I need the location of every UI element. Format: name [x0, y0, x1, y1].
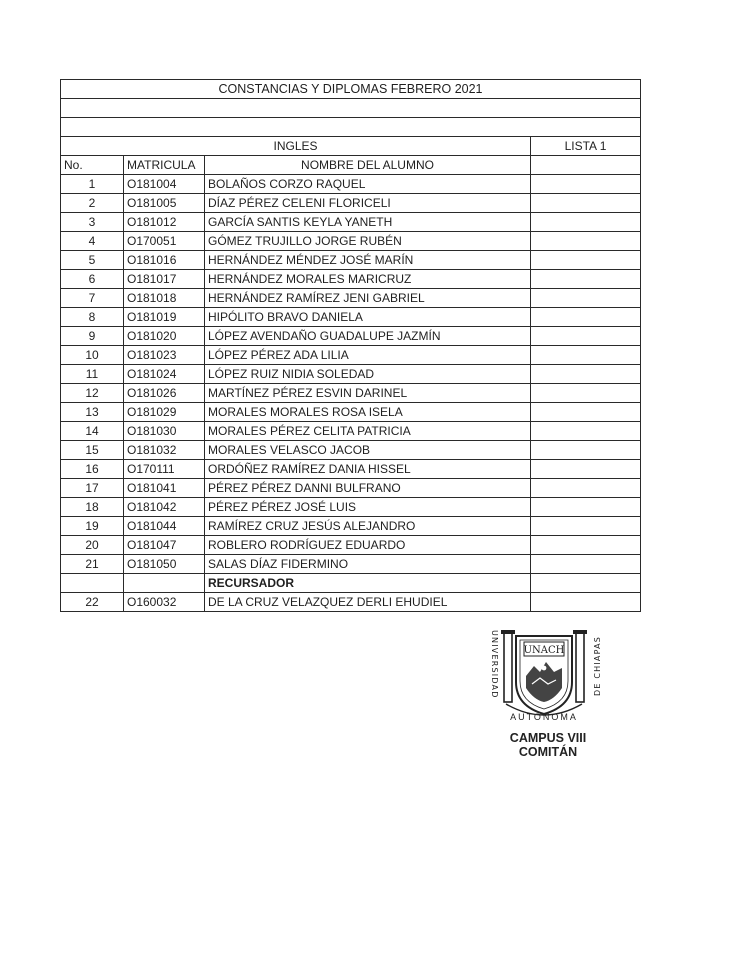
list-cell [531, 555, 641, 574]
list-cell [531, 365, 641, 384]
table-row [61, 384, 641, 403]
student-matricula: O160032 [124, 593, 205, 612]
table-row [61, 403, 641, 422]
list-cell [531, 441, 641, 460]
student-no: 6 [61, 270, 124, 289]
student-no: 15 [61, 441, 124, 460]
student-no: 18 [61, 498, 124, 517]
document-sheet [60, 79, 640, 612]
student-no: 5 [61, 251, 124, 270]
list-cell [531, 175, 641, 194]
student-no: 2 [61, 194, 124, 213]
student-name: RAMÍREZ CRUZ JESÚS ALEJANDRO [205, 517, 531, 536]
student-name: MORALES MORALES ROSA ISELA [205, 403, 531, 422]
student-matricula: O181016 [124, 251, 205, 270]
list-cell [531, 308, 641, 327]
list-cell [531, 232, 641, 251]
table-row [61, 441, 641, 460]
section-label: RECURSADOR [205, 574, 531, 593]
table-row [61, 422, 641, 441]
list-cell [531, 213, 641, 232]
header-nombre: NOMBRE DEL ALUMNO [205, 156, 531, 175]
header-matricula: MATRICULA [124, 156, 205, 175]
roster-table [60, 79, 641, 612]
list-cell [531, 384, 641, 403]
student-matricula: O181050 [124, 555, 205, 574]
table-row [61, 365, 641, 384]
student-matricula: O181044 [124, 517, 205, 536]
student-name: MORALES PÉREZ CELITA PATRICIA [205, 422, 531, 441]
student-no: 17 [61, 479, 124, 498]
student-matricula: O181032 [124, 441, 205, 460]
list-cell [531, 479, 641, 498]
campus-line-1: CAMPUS VIII [509, 731, 587, 745]
list-cell [531, 194, 641, 213]
table-row [61, 175, 641, 194]
seal-emblem-text: UNACH [523, 645, 565, 656]
table-row [61, 479, 641, 498]
student-matricula: O170051 [124, 232, 205, 251]
student-matricula: O181024 [124, 365, 205, 384]
student-name: ROBLERO RODRÍGUEZ EDUARDO [205, 536, 531, 555]
blank-row [61, 99, 641, 118]
student-name: PÉREZ PÉREZ DANNI BULFRANO [205, 479, 531, 498]
student-no: 14 [61, 422, 124, 441]
seal-right-text: DE CHIAPAS [593, 635, 602, 696]
student-no: 1 [61, 175, 124, 194]
list-cell [531, 460, 641, 479]
student-name: HERNÁNDEZ RAMÍREZ JENI GABRIEL [205, 289, 531, 308]
student-matricula: O170111 [124, 460, 205, 479]
student-no: 12 [61, 384, 124, 403]
student-no: 20 [61, 536, 124, 555]
table-row [61, 308, 641, 327]
table-row [61, 270, 641, 289]
student-name: LÓPEZ PÉREZ ADA LILIA [205, 346, 531, 365]
list-cell [531, 346, 641, 365]
table-row [61, 593, 641, 612]
student-matricula: O181026 [124, 384, 205, 403]
student-name: SALAS DÍAZ FIDERMINO [205, 555, 531, 574]
table-row [61, 498, 641, 517]
table-row [61, 517, 641, 536]
student-matricula: O181023 [124, 346, 205, 365]
student-no: 19 [61, 517, 124, 536]
student-name: HIPÓLITO BRAVO DANIELA [205, 308, 531, 327]
student-no: 13 [61, 403, 124, 422]
section-row [61, 574, 641, 593]
student-matricula: O181004 [124, 175, 205, 194]
student-no: 9 [61, 327, 124, 346]
student-name: HERNÁNDEZ MORALES MARICRUZ [205, 270, 531, 289]
table-row [61, 251, 641, 270]
header-no: No. [61, 156, 124, 175]
student-name: LÓPEZ AVENDAÑO GUADALUPE JAZMÍN [205, 327, 531, 346]
student-no: 16 [61, 460, 124, 479]
list-label: LISTA 1 [531, 137, 641, 156]
list-cell [531, 327, 641, 346]
student-name: HERNÁNDEZ MÉNDEZ JOSÉ MARÍN [205, 251, 531, 270]
student-matricula: O181012 [124, 213, 205, 232]
table-row [61, 232, 641, 251]
list-cell [531, 289, 641, 308]
student-name: LÓPEZ RUIZ NIDIA SOLEDAD [205, 365, 531, 384]
table-row [61, 346, 641, 365]
student-name: DÍAZ PÉREZ CELENI FLORICELI [205, 194, 531, 213]
student-name: MORALES VELASCO JACOB [205, 441, 531, 460]
student-no: 8 [61, 308, 124, 327]
list-cell [531, 517, 641, 536]
table-row [61, 194, 641, 213]
seal-bottom-text: AUTONOMA [510, 712, 578, 722]
subject-label: INGLES [61, 137, 531, 156]
student-no: 7 [61, 289, 124, 308]
unach-seal [484, 626, 604, 722]
campus-line-2: COMITÁN [518, 745, 578, 759]
list-cell [531, 270, 641, 289]
student-matricula: O181005 [124, 194, 205, 213]
list-cell [531, 422, 641, 441]
student-matricula: O181030 [124, 422, 205, 441]
list-cell [531, 251, 641, 270]
student-no: 3 [61, 213, 124, 232]
student-matricula: O181047 [124, 536, 205, 555]
student-no: 21 [61, 555, 124, 574]
student-name: PÉREZ PÉREZ JOSÉ LUIS [205, 498, 531, 517]
header-row [61, 156, 641, 175]
student-no: 4 [61, 232, 124, 251]
campus-label [470, 731, 626, 759]
table-row [61, 327, 641, 346]
list-cell [531, 498, 641, 517]
student-name: GARCÍA SANTIS KEYLA YANETH [205, 213, 531, 232]
blank-row [61, 118, 641, 137]
student-name: ORDÓÑEZ RAMÍREZ DANIA HISSEL [205, 460, 531, 479]
document-title: CONSTANCIAS Y DIPLOMAS FEBRERO 2021 [61, 80, 641, 99]
student-name: DE LA CRUZ VELAZQUEZ DERLI EHUDIEL [205, 593, 531, 612]
table-row [61, 213, 641, 232]
list-cell [531, 536, 641, 555]
table-row [61, 460, 641, 479]
seal-left-text: UNIVERSIDAD [490, 630, 499, 699]
student-matricula: O181020 [124, 327, 205, 346]
student-name: MARTÍNEZ PÉREZ ESVIN DARINEL [205, 384, 531, 403]
subject-row [61, 137, 641, 156]
student-no: 10 [61, 346, 124, 365]
student-matricula: O181029 [124, 403, 205, 422]
list-cell [531, 403, 641, 422]
list-cell [531, 593, 641, 612]
student-name: BOLAÑOS CORZO RAQUEL [205, 175, 531, 194]
student-no: 11 [61, 365, 124, 384]
table-row [61, 555, 641, 574]
student-matricula: O181042 [124, 498, 205, 517]
student-name: GÓMEZ TRUJILLO JORGE RUBÉN [205, 232, 531, 251]
table-row [61, 536, 641, 555]
title-row [61, 80, 641, 99]
student-matricula: O181017 [124, 270, 205, 289]
table-row [61, 289, 641, 308]
student-matricula: O181019 [124, 308, 205, 327]
student-no: 22 [61, 593, 124, 612]
student-matricula: O181041 [124, 479, 205, 498]
student-matricula: O181018 [124, 289, 205, 308]
